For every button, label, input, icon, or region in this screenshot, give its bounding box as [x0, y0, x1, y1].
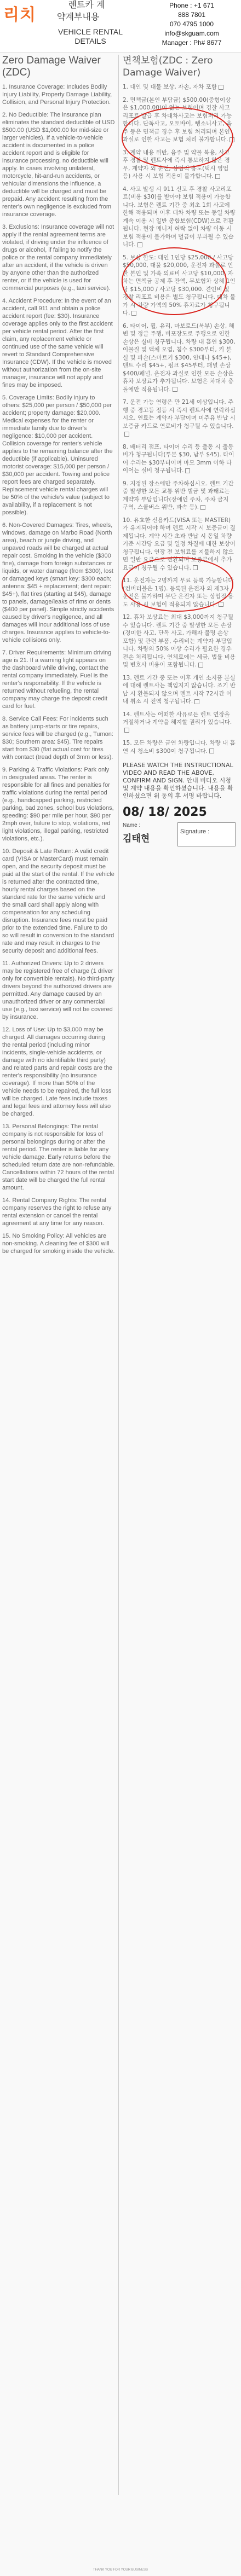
logo-subtitle-line1: 렌트카 계	[68, 0, 105, 10]
korean-term-11-text: 11. 운전자는 2명까지 무료 등록 가능합니다(컨버터블은 1명). 등록된 운전자 외 제3자 운전은 불가하며 무단 운전자 또는 상업적 용도 사용 시 보험이 적용되지 않습니다.	[123, 577, 234, 608]
korean-term-7	[123, 398, 236, 438]
korean-term-5	[123, 254, 236, 317]
checkbox[interactable]	[173, 387, 177, 392]
english-term-11: 11. Authorized Drivers: Up to 2 drivers may be registered free of charge (1 driver only for convertible rentals). No third-party drivers beyond the authorized drivers are permitted. Any damage caused by an unauthorized driver or any commercial use (e.g., taxi service) will not be covered by insurance.	[2, 960, 114, 1020]
signature-box[interactable]	[177, 822, 236, 846]
contact-phone-alt: 070 4795 1000	[169, 20, 214, 28]
korean-term-11	[123, 577, 236, 608]
document-title-line2: DETAILS	[74, 37, 106, 45]
korean-term-15	[123, 739, 236, 755]
name-label: Name :	[123, 822, 141, 828]
english-term-6: 6. Non-Covered Damages: Tires, wheels, windows, damage on Marbo Road (North area), beach or jungle driving, and unpaved roads will be charged at actual repair cost. Smoking in the vehicle ($300 fine), damage from foreign substances or liquids, or water damage (from $300), lost or damaged keys (smart key: $300 each; antenna: $45 + replacement; dent repair: $45+), flat tires (starting at $45), damage to panels, damage/leaks of rims or dents ($400 per panel). Simple strictly accidents caused by driver's negligence, and all damages will incur additional loss of use charges. Insurance applies to vehicle-to-vehicle collisions only.	[2, 522, 114, 643]
checkbox[interactable]	[219, 85, 223, 90]
checkbox[interactable]	[124, 432, 129, 437]
english-term-15: 15. No Smoking Policy: All vehicles are non-smoking. A cleaning fee of $300 will be charged for smoking inside the vehicle.	[2, 1233, 115, 1255]
checkbox[interactable]	[209, 749, 214, 753]
korean-term-9-text: 9. 지정된 장소에만 주차하십시오. 렌트 기간 중 발생한 모든 교통 위반 벌금 및 과태료는 계약자 부담입니다(장애인 주차, 주차 금지 구역, 스쿨버스 위반, 과속 등).	[123, 480, 234, 510]
korean-term-2	[123, 96, 236, 144]
checkbox[interactable]	[194, 699, 199, 704]
checkbox[interactable]	[229, 137, 234, 142]
korean-term-13	[123, 674, 236, 706]
korean-term-1-text: 1. 대인 및 대물 보상, 자손, 자차 포함	[123, 84, 217, 90]
korean-terms-column	[123, 55, 236, 846]
date-field[interactable]	[123, 805, 236, 819]
column-divider	[118, 55, 119, 2495]
english-term-9: 9. Parking & Traffic Violations: Park only in designated areas. The renter is responsible for all fines and penalties for traffic violations during the rental period (e.g., handicapped parking, restricted parking, bad zones, school bus violations, speeding: $90 per mile per hour, $90 per 2mph over, failure to stop, violations, red light violations, illegal parking, restricted violations, etc.).	[2, 767, 114, 842]
english-heading: Zero Damage Waiver (ZDC)	[2, 55, 101, 78]
checkbox[interactable]	[193, 565, 198, 570]
english-term-1: 1. Insurance Coverage: Includes Bodily Injury Liability, Property Damage Liability, Collision, and Personal Injury Protection.	[2, 84, 112, 106]
korean-heading: 면책보험(ZDC : Zero Damage Waiver)	[123, 55, 213, 78]
korean-term-10	[123, 517, 236, 572]
checkbox[interactable]	[219, 602, 223, 607]
korean-term-15-text: 15. 모든 차량은 금연 차량입니다. 차량 내 흡연 시 청소비 $300이 청구됩니다.	[123, 740, 236, 755]
name-signature-row	[123, 822, 236, 846]
english-term-5: 5. Coverage Limits: Bodily injury to others: $25,000 per person / $50,000 per accident; property damage: $20,000. Medical expenses for the renter or immediate family due to driver's negligence: $10,000 per accident. Collision coverage for renter's vehicle applies to the remaining balance after the deductible (if applicable). Uninsured motorist coverage: $15,000 per person / $30,000 per accident. Towing and police report fees are charged separately. Replacement vehicle rental charges will be 50% of the vehicle's value (subject to availability, if a replacement is not possible).	[2, 394, 113, 516]
korean-term-5-text: 5. 보상 한도: 대인 1인당 $25,000 / 사고당 $50,000, 대물 $20,000, 운전자 과실로 인한 본인 및 가족 의료비 사고당 $10,000, 자차는 면책금 공제 후 잔액, 무보험차 상해 1인당 $15,000 / 사고당 $30,000. 견인비 및 경찰 리포트 비용은 별도 청구됩니다. 대차 불가 시 차량 가액의 50% 휴차료가 청구됩니다.	[123, 254, 236, 316]
korean-term-6-text: 6. 타이어, 휠, 유리, 마보로드(북부) 손상, 해변 및 정글 주행, 비포장도로 주행으로 인한 손상은 실비 청구됩니다. 차량 내 흡연 $300, 이물질 및 액체 오염, 침수 $300부터, 키 분실 및 파손(스마트키 $300, 안테나 $45+), 덴트 수리 $45+, 펑크 $45부터, 패널 손상 $400/패널. 운전자 과실로 인한 모든 손상은 휴차 보상료가 추가됩니다. 보험은 차대차 충돌에만 적용됩니다.	[123, 322, 236, 393]
company-logo: 리치	[3, 5, 36, 25]
english-term-4: 4. Accident Procedure: In the event of an accident, call 911 and obtain a police accident report (fee: $30). Insurance coverage applies only to the first accident per vehicle rental period. After the first claim, any replacement vehicle or continued use of the same vehicle will revert to Standard Comprehensive Insurance (CDW). If the vehicle is moved without authorization from the on-site manager, insurance will not apply and fines may be imposed.	[2, 298, 113, 388]
english-term-12: 12. Loss of Use: Up to $3,000 may be charged. All damages occurring during the rental period (including minor incidents, single-vehicle accidents, or damage with no identifiable third party) and related parts and repair costs are the renter's responsibility (no insurance coverage). If more than 50% of the vehicle needs to be repaired, the full loss will be charged. Late fees include taxes and legal fees and attorney fees will also be charged.	[2, 1026, 113, 1117]
checkbox[interactable]	[215, 174, 220, 179]
english-term-8: 8. Service Call Fees: For incidents such as battery jump-starts or tire repairs, service fees will be charged (e.g., Tumon: $30; Southern area: $45). Tire repairs start from $30 (flat actual cost for tires with contact (tread depth of 3mm or less).	[2, 716, 113, 761]
signature-label: Signature :	[180, 828, 210, 835]
checkbox[interactable]	[137, 242, 142, 247]
logo-subtitle-line2: 약계부내용	[57, 11, 100, 22]
checkbox[interactable]	[124, 728, 129, 733]
korean-term-14-text: 14. 렌트사는 어떠한 사유로든 렌트 연장을 거절하거나 계약을 해지할 권리가 있습니다.	[123, 711, 232, 726]
english-term-2: 2. No Deductible: The insurance plan eliminates the standard deductible of USD $500.00 (USD $1,000.00 for mid-size or larger vehicles). If a vehicle-to-vehicle accident is documented in a police accident report and is eligible for insurance processing, no deductible will apply. In cases involving unilateral, motorcycle, hit-and-run accidents, or vehicular dimensions the influence, a deductible will be charged and must be prepaid. Any accident resulting from the renter's own negligence is excluded from insurance coverage.	[2, 112, 115, 218]
contact-manager: Manager : Ph# 8677	[162, 39, 222, 47]
english-terms-column	[2, 55, 115, 1260]
document-title-line1: VEHICLE RENTAL	[58, 27, 123, 36]
korean-term-9	[123, 480, 236, 512]
korean-term-8-text: 8. 배터리 점프, 타이어 수리 등 출동 시 출동비가 청구됩니다(투몬 $30, 남부 $45). 타이어 수리는 $30부터이며 마모 3mm 이하 타이어는 실비 청구됩니다.	[123, 443, 234, 474]
english-term-7: 7. Driver Requirements: Minimum driving age is 21. If a warning light appears on the dashboard while driving, contact the rental company immediately. Fuel is the renter's responsibility. If the vehicle is returned without refueling, the rental company may charge the deposit credit card for fuel.	[2, 649, 112, 710]
korean-term-2-text: 2. 면책금(본인 부담금) $500.00(중형이상 은 $1,000.00)이 없는 보험이며 경찰 사고리포트 발급 후 차대차사고는 보험처리 가능합니다. 단독사고, 오토바이, 뺑소니사고, 음주 등은 면책금 징수 후 보험 처리되며 본인 과실로 인한 사고는 보험 처리 불가합니다.	[123, 96, 232, 143]
confirmation-notice: PLEASE WATCH THE INSTRUCTIONAL VIDEO AND READ THE ABOVE, CONFIRM AND SIGN. 안내 비디오 시청 및 계약 내용을 확인하셨습니다. 내용을 확인하셨으면 위 동의 후 서명 바랍니다.	[123, 762, 233, 799]
document-header	[0, 0, 241, 53]
contact-phone: Phone : +1 671	[169, 2, 214, 9]
korean-term-3	[123, 149, 236, 181]
korean-term-12-text: 12. 휴차 보상료는 최대 $3,000까지 청구될 수 있습니다. 렌트 기간 중 발생한 모든 손상(경미한 사고, 단독 사고, 가해자 불명 손상 포함) 및 관련 부품, 수리비는 계약자 부담입니다. 차량의 50% 이상 수리가 필요한 경우 전손 처리됩니다. 연체료에는 세금, 법률 비용 및 변호사 비용이 포함됩니다.	[123, 614, 236, 668]
korean-term-14	[123, 711, 236, 735]
korean-term-12	[123, 613, 236, 669]
korean-term-7-text: 7. 운전 가능 연령은 만 21세 이상입니다. 주행 중 경고등 점등 시 즉시 렌트사에 연락하십시오. 연료는 계약자 부담이며 미주유 반납 시 보증금 카드로 연료비가 청구될 수 있습니다.	[123, 399, 236, 430]
contact-block	[142, 1, 241, 48]
checkbox[interactable]	[200, 505, 205, 510]
korean-term-8	[123, 443, 236, 475]
korean-term-1	[123, 83, 236, 91]
document-title	[44, 27, 137, 46]
english-term-13: 13. Personal Belongings: The rental company is not responsible for loss of personal belongings during or after the rental period. The renter is liable for any vehicle damage. Early returns before the scheduled return date are non-refundable. Cancellations within 72 hours of the rental start date will be charged the full rental amount.	[2, 1123, 115, 1191]
name-field[interactable]	[123, 822, 150, 844]
english-term-10: 10. Deposit & Late Return: A valid credit card (VISA or MasterCard) must remain open, and the security deposit must be paid at the start of the rental. If the vehicle is returned after the contracted time, hourly rental charges based on the standard rate for the same vehicle and the small card shall apply along with compensation for any scheduling disruption. Insurance fees must be paid prior to the extended time. Failure to do so will result in conversion to the standard rate and may result in charges to the security deposit and additional fees.	[2, 848, 114, 954]
korean-term-4	[123, 185, 236, 249]
korean-term-13-text: 13. 렌트 기간 중 또는 이후 개인 소지품 분실에 대해 렌트사는 책임지지 않습니다. 조기 반납 시 환불되지 않으며 렌트 시작 72시간 이내 취소 시 전액 청구됩니다.	[123, 674, 236, 705]
contact-phone-number: 888 7801	[177, 11, 206, 19]
footer-thank-you: THANK YOU FOR YOUR BUSINESS	[93, 2568, 148, 2572]
date-value: 08/ 18/ 2025	[123, 805, 207, 819]
checkbox[interactable]	[198, 663, 203, 668]
korean-term-4-text: 4. 사고 발생 시 911 신고 후 경찰 사고리포트(비용 $30)를 받아야 보험 적용이 가능합니다. 보험은 렌트 기간 중 최초 1회 사고에 한해 적용되며 이후 대차 차량 또는 동일 차량 계속 이용 시 일반 종합보험(CDW)으로 전환됩니다. 현장 매니저 허락 없이 차량 이동 시 보험 적용이 불가하며 벌금이 부과될 수 있습니다.	[123, 185, 236, 248]
english-term-14: 14. Rental Company Rights: The rental company reserves the right to refuse any rental extension or cancel the rental agreement at any time for any reason.	[2, 1197, 112, 1227]
korean-term-3-text: 3. 계약 내용 위반, 음주 및 약물 복용, 사고 후 경찰 및 렌트사에 즉시 통보하지 않은 경우, 계약자 외 운전, 상업적 용도(택시 영업 등) 사용 시 보험 적용이 불가합니다.	[123, 149, 230, 179]
contact-email[interactable]: info@skguam.com	[164, 30, 219, 37]
korean-term-6	[123, 322, 236, 394]
name-value: 김태현	[123, 833, 150, 844]
checkbox[interactable]	[131, 311, 136, 316]
english-term-3: 3. Exclusions: Insurance coverage will not apply if the rental agreement terms are violated, if driving under the influence of drugs or alcohol, if failing to notify the police or the rental company immediately after an accident, if the vehicle is driven by anyone other than the authorized renter, or if the vehicle is used for commercial purposes (e.g., taxi service).	[2, 224, 114, 292]
korean-term-10-text: 10. 유효한 신용카드(VISA 또는 MASTER)가 유지되어야 하며 렌트 시작 시 보증금이 결제됩니다. 계약 시간 초과 반납 시 동일 차량 기준 시간당 요금 및 일정 차질에 대한 보상이 청구됩니다. 연장 전 보험료를 지불하지 않으면 일반 요금으로 전환되며 보증금에서 추가 요금이 청구될 수 있습니다.	[123, 517, 236, 571]
checkbox[interactable]	[185, 468, 190, 473]
